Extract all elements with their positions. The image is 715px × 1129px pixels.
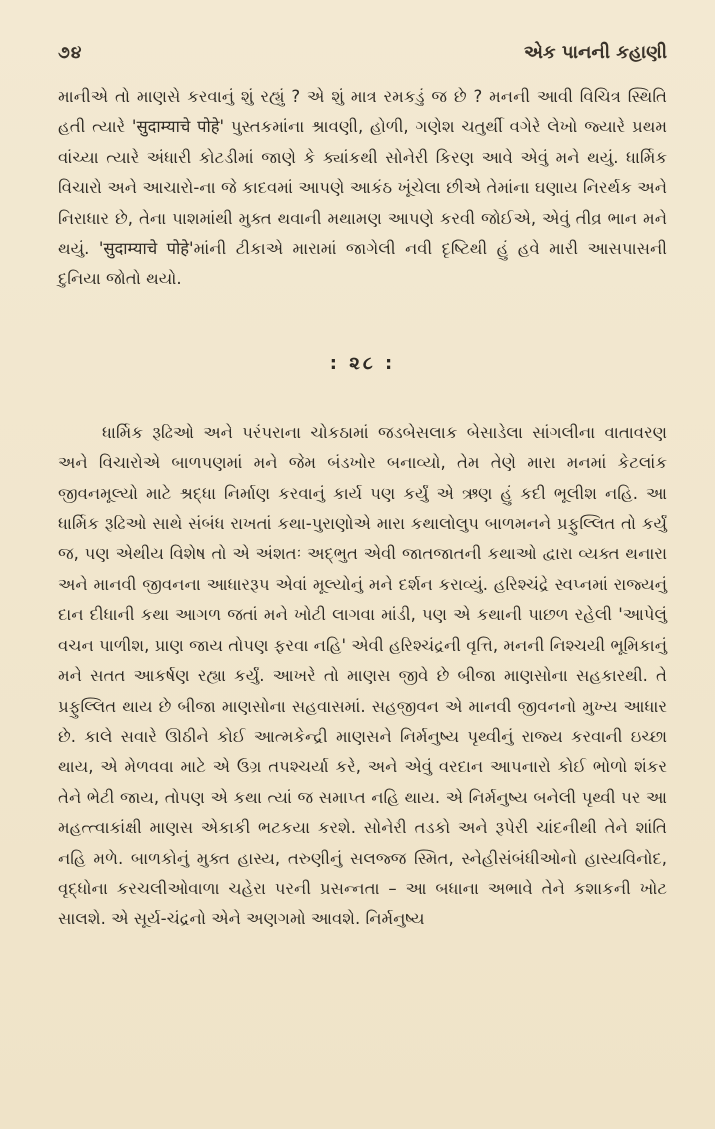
book-title: એક પાનની કહાણી xyxy=(523,42,667,63)
page-number: ૭૪ xyxy=(58,43,83,63)
chapter-number: : ૨૮ : xyxy=(329,352,396,374)
paragraph-continued: માનીએ તો માણસે કરવાનું શું રહ્યું ? એ શું માત્ર રમકડું જ છે ? મનની આવી વિચિત્ર સ્થિતિ હતી ત્યારે 'सुदाम्याचे पोहे' પુસ્તકમાંના શ્રાવણી, હોળી, ગણેશ ચતુર્થી વગેરે લેખો જ્યારે પ્રથમ વાંચ્યા ત્યારે અંધારી કોટડીમાં જાણે કે ક્યાંકથી સોનેરી કિરણ આવે એવું મને થયું. ધાર્મિક વિચારો અને આચારો-ના જે કાદવમાં આપણે આકંઠ ખૂંચેલા છીએ તેમાંના ઘણાય નિરર્થક અને નિરાધાર છે, તેના પાશમાંથી મુક્ત થવાની મથામણ આપણે કરવી જોઈએ, એવું તીવ્ર ભાન મને થયું. 'सुदाम्याचे पोहे'માંની ટીકાએ મારામાં જાગેલી નવી દૃષ્ટિથી હું હવે મારી આસપાસની દુનિયા જોતો થયો. xyxy=(58,87,667,289)
running-head xyxy=(58,42,667,80)
paragraph-chapter-opening: ધાર્મિક રૂઢિઓ અને પરંપરાના ચોકઠામાં જડબેસલાક બેસાડેલા સાંગલીના વાતાવરણ અને વિચારોએ બાળપણમાં મને જેમ બંડખોર બનાવ્યો, તેમ તેણે મારા મનમાં કેટલાંક જીવનમૂલ્યો માટે શ્રદ્ધા નિર્માણ કરવાનું કાર્ય પણ કર્યું એ ઋણ હું કદી ભૂલીશ નહિ. આ ધાર્મિક રૂઢિઓ સાથે સંબંધ રાખતાં કથા-પુરાણોએ મારા કથાલોલુપ બાળમનને પ્રફુલ્લિત તો કર્યું જ, પણ એથીય વિશેષ તો એ અંશતઃ અદ્ભુત એવી જાતજાતની કથાઓ દ્વારા વ્યક્ત થનારા અને માનવી જીવનના આધારરૂપ એવાં મૂલ્યોનું મને દર્શન કરાવ્યું. હરિશ્ચંદ્રે સ્વપ્નમાં રાજ્યનું દાન દીધાની કથા આગળ જતાં મને ખોટી લાગવા માંડી, પણ એ કથાની પાછળ રહેલી 'આપેલું વચન પાળીશ, પ્રાણ જાય તોપણ ફરવા નહિ' એવી હરિશ્ચંદ્રની વૃત્તિ, મનની નિશ્ચયી ભૂમિકાનું મને સતત આકર્ષણ રહ્યા કર્યું. આખરે તો માણસ જીવે છે બીજા માણસોના સહકારથી. તે પ્રફુલ્લિત થાય છે બીજા માણસોના સહવાસમાં. સહજીવન એ માનવી જીવનનો મુખ્ય આધાર છે. કાલે સવારે ઊઠીને કોઈ આત્મકેન્દ્રી માણસને નિર્મનુષ્ય પૃથ્વીનું રાજ્ય કરવાની ઇચ્છા થાય, એ મેળવવા માટે એ ઉગ્ર તપશ્ચર્યા કરે, અને એવું વરદાન આપનારો કોઈ ભોળો શંકર તેને ભેટી જાય, તોપણ એ કથા ત્યાં જ સમાપ્ત નહિ થાય. એ નિર્મનુષ્ય બનેલી પૃથ્વી પર આ મહત્ત્વાકાંક્ષી માણસ એકાકી ભટકયા કરશે. સોનેરી તડકો અને રૂપેરી ચાંદનીથી તેને શાંતિ નહિ મળે. બાળકોનું મુક્ત હાસ્ય, તરુણીનું સલજ્જ સ્મિત, સ્નેહીસંબંધીઓનો હાસ્યવિનોદ, વૃદ્ધોના કરચલીઓવાળા ચહેરા પરની પ્રસન્નતા – આ બધાના અભાવે તેને કશાકની ખોટ સાલશે. એ સૂર્ય-ચંદ્રનો એને અણગમો આવશે. નિર્મનુષ્ય xyxy=(58,422,667,929)
